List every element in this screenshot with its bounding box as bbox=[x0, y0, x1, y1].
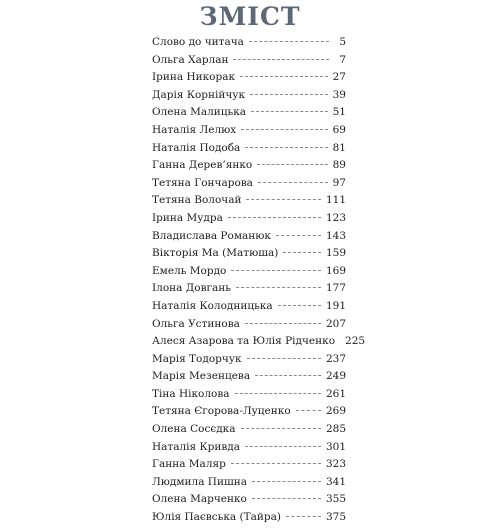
toc-entry-name: Олена Сосєдка bbox=[152, 423, 236, 436]
toc-entry bbox=[152, 194, 346, 212]
toc-entry-page-number: 249 bbox=[325, 370, 346, 383]
toc-entry bbox=[152, 124, 346, 142]
toc-entry-page-number: 375 bbox=[325, 511, 346, 524]
dot-leader bbox=[286, 516, 321, 517]
toc-entry-name: Слово до читача bbox=[152, 36, 244, 48]
toc-entry-page-number: 237 bbox=[325, 352, 346, 365]
toc-entry-page-number: 69 bbox=[332, 123, 346, 136]
toc-entry bbox=[152, 300, 346, 318]
toc-entry-name: Емель Мордо bbox=[152, 264, 227, 277]
dot-leader bbox=[233, 59, 329, 60]
dot-leader bbox=[228, 217, 321, 218]
toc-entry bbox=[152, 458, 346, 476]
toc-entry-page-number: 207 bbox=[325, 317, 346, 330]
toc-entry-name: Марія Мезенцева bbox=[152, 370, 251, 383]
dot-leader bbox=[235, 393, 321, 394]
toc-entry-name: Наталія Лелюх bbox=[152, 123, 237, 136]
dot-leader bbox=[241, 129, 327, 130]
page-title: ЗМІСТ bbox=[199, 2, 301, 31]
toc-entry-page-number: 7 bbox=[339, 53, 346, 66]
toc-entry-name: Ганна Дерев’янко bbox=[152, 159, 253, 172]
dot-leader bbox=[250, 94, 328, 95]
toc-entry-name: Наталія Подоба bbox=[152, 141, 241, 154]
toc-entry-name: Марія Тодорчук bbox=[152, 352, 242, 365]
dot-leader bbox=[245, 323, 321, 324]
dot-leader bbox=[296, 410, 321, 411]
toc-entry-page-number: 51 bbox=[332, 106, 346, 119]
toc-entry-page-number: 301 bbox=[325, 440, 346, 453]
toc-entry-page-number: 355 bbox=[325, 493, 346, 506]
dot-leader bbox=[249, 41, 329, 42]
toc-entry bbox=[152, 423, 346, 441]
toc-entry-name: Ганна Маляр bbox=[152, 458, 226, 471]
toc-entry bbox=[152, 71, 346, 89]
toc-entry-name: Олена Малицька bbox=[152, 106, 247, 119]
dot-leader bbox=[276, 235, 321, 236]
toc-entry-name: Наталія Колодницька bbox=[152, 299, 273, 312]
dot-leader bbox=[245, 446, 321, 447]
toc-entry bbox=[152, 142, 346, 160]
toc-entry-name: Людмила Пишна bbox=[152, 475, 247, 488]
toc-entry-name: Наталія Кривда bbox=[152, 440, 240, 453]
dot-leader bbox=[278, 305, 321, 306]
dot-leader bbox=[246, 199, 320, 200]
toc-entry-page-number: 269 bbox=[325, 405, 346, 418]
toc-entry bbox=[152, 36, 346, 54]
toc-entry-page-number: 89 bbox=[332, 159, 346, 172]
dot-leader bbox=[257, 164, 327, 165]
toc-entry-name: Владислава Романюк bbox=[152, 229, 271, 242]
toc-entry bbox=[152, 476, 346, 494]
dot-leader bbox=[241, 428, 321, 429]
dot-leader bbox=[251, 111, 328, 112]
toc-entry-name: Ірина Мудра bbox=[152, 211, 223, 224]
dot-leader bbox=[252, 498, 321, 499]
toc-entry-name: Тіна Ніколова bbox=[152, 387, 230, 400]
toc-entry-name: Вікторія Ма (Матюша) bbox=[152, 247, 279, 260]
toc-entry-name: Ольга Устинова bbox=[152, 317, 240, 330]
toc-entry bbox=[152, 212, 346, 230]
toc-entry bbox=[152, 89, 346, 107]
toc-entry-page-number: 97 bbox=[332, 176, 346, 189]
dot-leader bbox=[255, 375, 321, 376]
toc-entry bbox=[152, 388, 346, 406]
toc-entry-page-number: 323 bbox=[325, 458, 346, 471]
toc-entry-name: Тетяна Волочай bbox=[152, 194, 242, 207]
toc-entry bbox=[152, 106, 346, 124]
table-of-contents bbox=[152, 36, 366, 529]
toc-entry bbox=[152, 335, 366, 353]
dot-leader bbox=[231, 270, 321, 271]
toc-entry-page-number: 341 bbox=[325, 475, 346, 488]
toc-entry-name: Алеся Азарова та Юлія Рідченко bbox=[152, 335, 336, 348]
toc-entry-page-number: 5 bbox=[339, 36, 346, 48]
toc-entry bbox=[152, 265, 346, 283]
dot-leader bbox=[240, 76, 328, 77]
toc-entry-name: Ірина Никорак bbox=[152, 71, 236, 84]
dot-leader bbox=[247, 358, 321, 359]
dot-leader bbox=[283, 252, 321, 253]
toc-entry-page-number: 123 bbox=[325, 211, 346, 224]
dot-leader bbox=[236, 287, 321, 288]
toc-entry bbox=[152, 511, 346, 529]
toc-entry bbox=[152, 441, 346, 459]
toc-entry-page-number: 111 bbox=[325, 194, 346, 207]
dot-leader bbox=[231, 463, 321, 464]
toc-entry-name: Дарія Корнійчук bbox=[152, 88, 246, 101]
toc-entry-page-number: 81 bbox=[332, 141, 346, 154]
toc-entry bbox=[152, 370, 346, 388]
toc-entry-page-number: 285 bbox=[325, 423, 346, 436]
toc-entry-name: Тетяна Гончарова bbox=[152, 176, 253, 189]
toc-entry bbox=[152, 230, 346, 248]
dot-leader bbox=[245, 147, 327, 148]
dot-leader bbox=[258, 182, 328, 183]
toc-entry bbox=[152, 405, 346, 423]
toc-entry-name: Олена Марченко bbox=[152, 493, 247, 506]
toc-entry bbox=[152, 282, 346, 300]
toc-entry bbox=[152, 177, 346, 195]
toc-entry-page-number: 39 bbox=[332, 88, 346, 101]
toc-entry bbox=[152, 247, 346, 265]
toc-entry-page-number: 261 bbox=[325, 387, 346, 400]
toc-entry-page-number: 225 bbox=[345, 335, 366, 348]
toc-entry-name: Юлія Паєвська (Тайра) bbox=[152, 511, 281, 524]
dot-leader bbox=[252, 481, 321, 482]
toc-entry-page-number: 191 bbox=[325, 299, 346, 312]
toc-entry-page-number: 177 bbox=[325, 282, 346, 295]
toc-entry bbox=[152, 353, 346, 371]
toc-entry bbox=[152, 318, 346, 336]
toc-entry-page-number: 159 bbox=[325, 247, 346, 260]
toc-entry bbox=[152, 159, 346, 177]
toc-entry-page-number: 27 bbox=[332, 71, 346, 84]
toc-entry-page-number: 169 bbox=[325, 264, 346, 277]
toc-entry bbox=[152, 493, 346, 511]
toc-entry-name: Тетяна Єгорова-Луценко bbox=[152, 405, 291, 418]
toc-entry-page-number: 143 bbox=[325, 229, 346, 242]
toc-entry bbox=[152, 54, 346, 72]
toc-entry-name: Ілона Довгань bbox=[152, 282, 231, 295]
toc-entry-name: Ольга Харлан bbox=[152, 53, 229, 66]
